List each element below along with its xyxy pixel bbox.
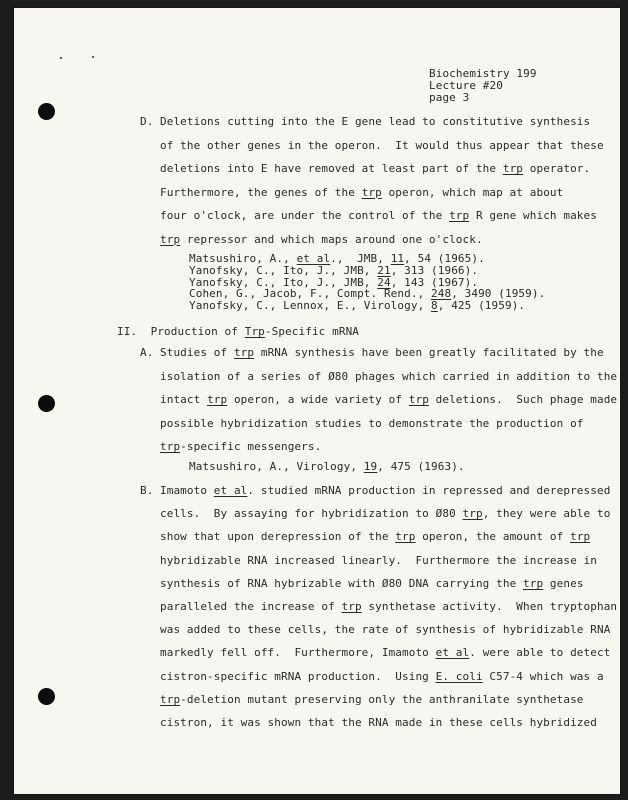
underlined-term: 8 [431, 299, 438, 313]
underlined-term: trp [341, 600, 362, 613]
text-run: Cohen, G., Jacob, F., Compt. Rend., [189, 287, 432, 301]
underlined-term: E. coli [435, 669, 483, 683]
text-run: repressor and which maps around one o'clock. [180, 232, 483, 246]
underlined-term: et al [213, 484, 248, 497]
text-run: operon, the amount of [415, 530, 571, 544]
text-run: C57-4 which was a [482, 669, 604, 683]
underlined-term: et al [296, 252, 331, 265]
underlined-term: 248 [431, 287, 452, 301]
underlined-term: et al [435, 646, 470, 660]
text-run: Imamoto [160, 484, 214, 497]
document-page [14, 8, 620, 794]
text-run: R gene which makes [469, 209, 597, 222]
text-line [160, 139, 604, 152]
text-run: hybridizable RNA increased linearly. Furthermore the increase in [160, 553, 597, 567]
punch-hole-middle [38, 395, 55, 412]
text-run: Yanofsky, C., Lennox, E., Virology, [189, 299, 432, 313]
text-run: Yanofsky, C., Ito, J., JMB, [189, 275, 378, 289]
text-run: cistron, it was shown that the RNA made in these cells hybridized [160, 716, 597, 729]
text-run: , 3490 (1959). [451, 287, 546, 301]
text-line [117, 325, 359, 338]
text-run: deletions into E have removed at least part of the [160, 162, 503, 175]
text-line [189, 460, 465, 473]
underlined-term: trp [462, 507, 483, 521]
text-run: . were able to detect [469, 646, 611, 660]
text-line [160, 670, 604, 683]
text-run: intact [160, 393, 208, 406]
text-run: possible hybridization studies to demonstrate the production of [160, 416, 584, 430]
text-run: Deletions cutting into the E gene lead to constitutive synthesis [160, 115, 591, 128]
text-run: four o'clock, are under the control of the [160, 209, 450, 222]
underlined-term: trp [570, 530, 591, 544]
text-run: operon, a wide variety of [227, 393, 409, 406]
underlined-term: 24 [377, 275, 391, 289]
course-title: Biochemistry 199 [429, 67, 537, 80]
section-d-marker: D. [140, 115, 154, 128]
section-a-marker: A. [140, 346, 154, 359]
text-line [160, 393, 617, 406]
text-line [160, 186, 563, 199]
text-run: II. Production of [117, 325, 245, 338]
text-run: operator. [523, 162, 591, 175]
text-run: ., JMB, [330, 252, 391, 265]
underlined-term: trp [449, 209, 470, 222]
text-run: synthesis of RNA hybrizable with Ø80 DNA carrying the [160, 576, 524, 590]
text-line [160, 600, 617, 613]
text-run: , 54 (1965). [404, 252, 485, 265]
text-run: was added to these cells, the rate of synthesis of hybridizable RNA [160, 623, 611, 637]
text-run: Matsushiro, A., Virology, [189, 460, 364, 473]
text-line [160, 646, 610, 659]
punch-hole-top [38, 103, 55, 120]
text-run: -deletion mutant preserving only the anthranilate synthetase [180, 692, 584, 706]
text-run: Matsushiro, A., [189, 252, 297, 265]
text-line [160, 233, 483, 246]
text-run: , 475 (1963). [377, 460, 465, 473]
text-run: , 143 (1967). [390, 275, 479, 289]
text-run: synthetase activity. When tryptophan [361, 600, 618, 613]
text-run: Yanofsky, C., Ito, J., JMB, [189, 263, 378, 277]
text-run: Furthermore, the genes of the [160, 185, 362, 199]
text-run: , 313 (1966). [390, 263, 479, 277]
text-run: mRNA synthesis have been greatly facilitated by the [254, 346, 604, 359]
text-line [160, 115, 590, 128]
underlined-term: trp [160, 440, 181, 453]
speck [60, 57, 62, 59]
text-line [160, 209, 597, 222]
underlined-term: 19 [363, 460, 378, 473]
text-run: -specific messengers. [180, 440, 322, 453]
text-line [160, 507, 610, 520]
underlined-term: trp [361, 185, 382, 199]
text-line [160, 530, 590, 543]
text-line [160, 554, 597, 567]
text-line [160, 693, 584, 706]
underlined-term: trp [207, 393, 228, 406]
text-run: . studied mRNA production in repressed and derepressed [247, 484, 611, 497]
underlined-term: 11 [390, 252, 405, 265]
text-run: cells. By assaying for hybridization to Ø80 [160, 507, 463, 521]
text-line [160, 370, 617, 383]
underlined-term: trp [395, 530, 416, 544]
text-line [160, 162, 590, 175]
underlined-term: trp [523, 576, 544, 590]
speck [92, 56, 94, 58]
page-number: page 3 [429, 91, 470, 104]
text-run: genes [543, 576, 584, 590]
text-run: isolation of a series of Ø80 phages which carried in addition to the [160, 369, 618, 383]
text-run: , they were able to [482, 507, 611, 521]
underlined-term: trp [408, 393, 429, 406]
underlined-term: 21 [377, 263, 391, 277]
text-run: -Specific mRNA [264, 325, 360, 338]
text-line [160, 577, 584, 590]
text-line [160, 623, 610, 636]
text-run: Studies of [160, 346, 234, 359]
underlined-term: trp [233, 346, 255, 359]
underlined-term: trp [160, 692, 181, 706]
text-run: operon, which map at about [381, 185, 564, 199]
section-b-marker: B. [140, 484, 154, 497]
text-line [160, 484, 610, 497]
text-run: show that upon derepression of the [160, 530, 396, 544]
text-line [160, 346, 604, 359]
underlined-term: trp [160, 232, 181, 246]
text-line [160, 716, 597, 729]
text-run: , 425 (1959). [437, 299, 526, 313]
lecture-number: Lecture #20 [429, 79, 503, 92]
text-line [189, 299, 525, 312]
text-run: of the other genes in the operon. It would thus appear that these [160, 138, 604, 152]
text-line [160, 440, 321, 453]
text-run: paralleled the increase of [160, 600, 342, 613]
underlined-term: Trp [244, 325, 265, 338]
text-run: deletions. Such phage made [428, 393, 618, 406]
text-run: cistron-specific mRNA production. Using [160, 669, 436, 683]
underlined-term: trp [502, 162, 524, 175]
text-run: markedly fell off. Furthermore, Imamoto [160, 646, 436, 660]
punch-hole-bottom [38, 688, 55, 705]
text-line [160, 417, 584, 430]
